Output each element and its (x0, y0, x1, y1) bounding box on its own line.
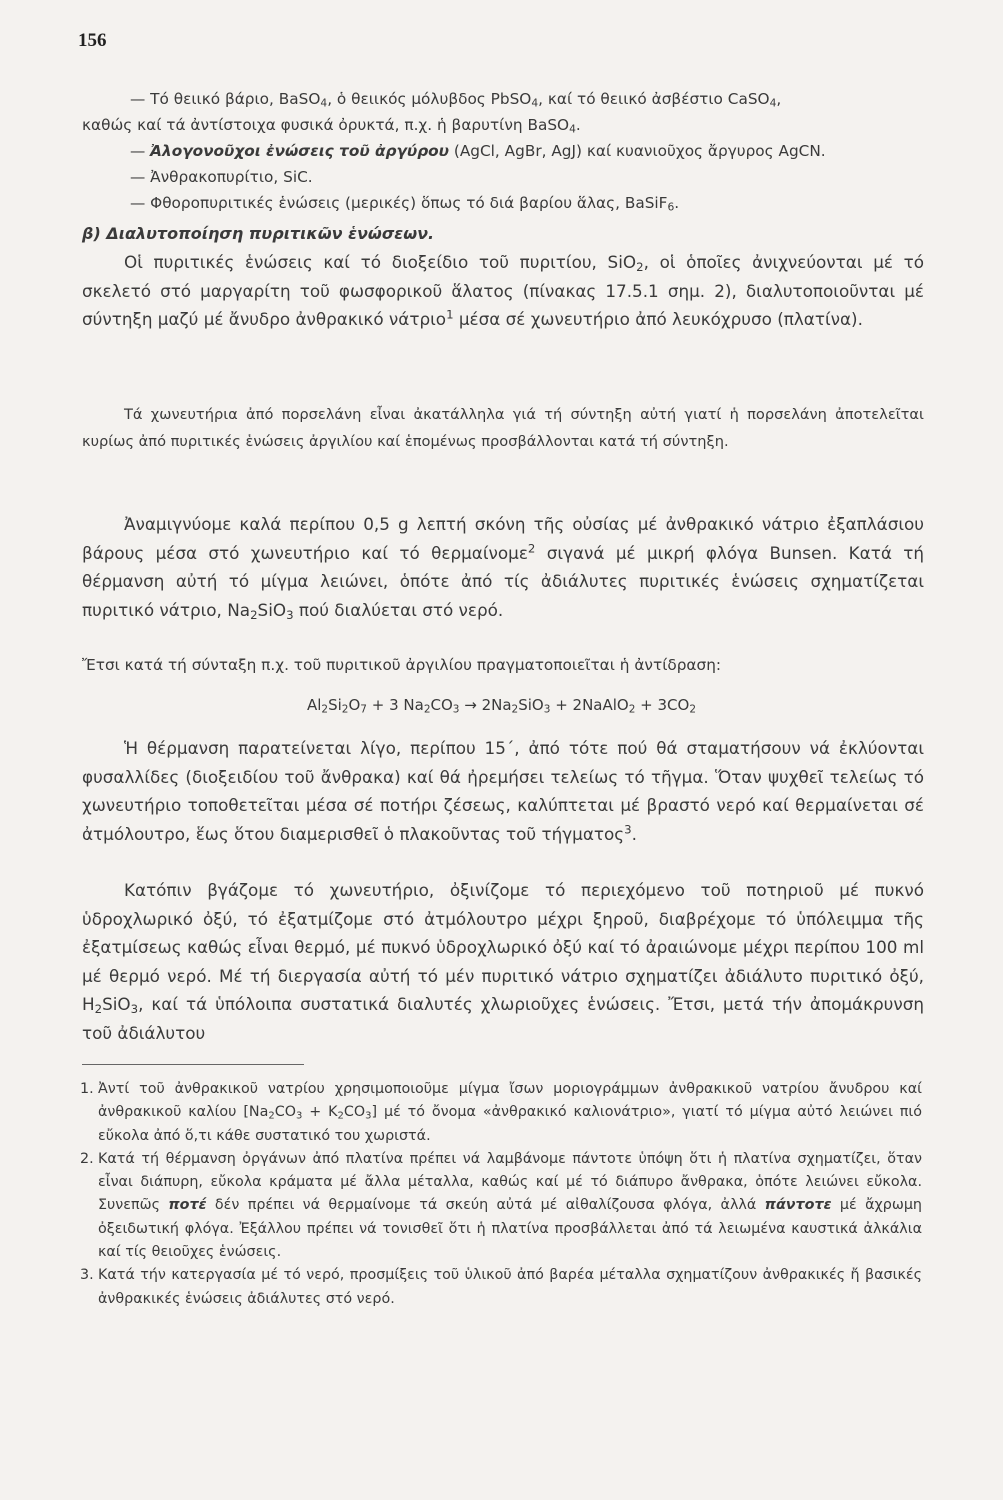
insoluble-compounds-list (82, 86, 924, 216)
list-item: — Ἀνθρακοπυρίτιο, SiC. (130, 168, 313, 186)
footnote-2: 2. Κατά τή θέρμανση ὀργάνων ἀπό πλατίνα πρέπει νά λαμβάνομε πάντοτε ὑπόψη ὅτι ἡ πλατίνα σχηματίζει, ὅταν εἶναι διάπυρη, εὔκολα κράματα μέ ἄλλα μέταλλα, καθώς καί μέ τό διάπυρο ἄνθρακα, ὁπότε λειώνει εὔκολα. Συνεπῶς ποτέ δέν πρέπει νά θερμαίνομε τά σκεύη αὐτά μέ αἰθαλίζουσα φλόγα, ἀλλά πάντοτε μέ ἄχρωμη ὀξειδωτική φλόγα. Ἐξάλλου πρέπει νά τονισθεῖ ὅτι ἡ πλατίνα προσβάλλεται ἀπό τά λειωμένα καυστικά ἀλκάλια καί τίς θειοῦχες ἑνώσεις. (80, 1150, 922, 1261)
section-heading: β) Διαλυτοποίηση πυριτικῶν ἑνώσεων. (82, 224, 435, 243)
footnotes (80, 1078, 922, 1311)
list-item: — Τό θειικό βάριο, BaSO$_4$, ὁ θειικός μόλυβδος PbSO$_4$, καί τό θειικό ἀσβέστιο CaSO$_4$, (130, 90, 782, 110)
paragraph-acidify: Κατόπιν βγάζομε τό χωνευτήριο, ὀξινίζομε τό περιεχόμενο τοῦ ποτηριοῦ μέ πυκνό ὑδροχλωρικό ὀξύ, τό ἐξατμίζομε στό ἀτμόλουτρο μέχρι ξηροῦ, διαβρέχομε τό ὑπόλειμμα τῆς ἐξατμίσεως καθώς εἶναι θερμό, μέ πυκνό ὑδροχλωρικό ὀξύ καί τό ἀραιώνομε μέχρι περίπου 100 ml μέ θερμό νερό. Μέ τή διεργασία αὐτή τό μέν πυριτικό νάτριο σχηματίζει ἀδιάλυτο πυριτικό ὀξύ, $H_2SiO_3$, καί τά ὑπόλοιπα συστατικά διαλυτές χλωριοῦχες ἑνώσεις. Ἔτσι, μετά τήν ἀπομάκρυνση τοῦ ἀδιάλυτου (82, 880, 924, 1043)
footnote-divider (82, 1064, 304, 1065)
porcelain-note: Τά χωνευτήρια ἀπό πορσελάνη εἶναι ἀκατάλληλα γιά τή σύντηξη αὐτή γιατί ἡ πορσελάνη ἀποτελεῖται κυρίως ἀπό πυριτικές ἑνώσεις ἀργιλίου καί ἑπομένως προσβάλλονται κατά τή σύντηξη. (82, 406, 924, 450)
reaction-equation: $Al_2Si_2O_7 + 3$ $Na_2CO_3 \to 2Na_2SiO_3$ + 2NaAlO$_2$ + $3CO_2$ (306, 696, 697, 716)
list-item: — Ἀλογονοῦχοι ἐνώσεις τοῦ ἀργύρου (AgCl, AgBr, AgJ) καί κυανιοῦχος ἄργυρος AgCN. (130, 142, 826, 160)
footnote-3: 3. Κατά τήν κατεργασία μέ τό νερό, προσμίξεις τοῦ ὑλικοῦ ἀπό βαρέα μέταλλα σχηματίζουν ἀνθρακικές ἤ βασικές ἀνθρακικές ἑνώσεις ἀδιάλυτες στό νερό. (80, 1267, 922, 1307)
paragraph-intro: Οἱ πυριτικές ἑνώσεις καί τό διοξείδιο τοῦ πυριτίου, SiO$_2$, οἱ ὁποῖες ἀνιχνεύονται μέ τό σκελετό στό μαργαρίτη τοῦ φωσφορικοῦ ἅλατος (πίνακας 17.5.1 σημ. 2), διαλυτοποιοῦνται μέ σύντηξη μαζύ μέ ἄνυδρο ἀνθρακικό νάτριο$^1$ μέσα σέ χωνευτήριο ἀπό λευκόχρυσο (πλατίνα). (82, 252, 924, 329)
list-item: — Φθοροπυριτικές ἑνώσεις (μερικές) ὅπως τό διά βαρίου ἅλας, BaSiF$_6$. (130, 194, 680, 214)
list-item: καθώς καί τά ἀντίστοιχα φυσικά ὀρυκτά, π.χ. ἡ βαρυτίνη BaSO$_4$. (82, 116, 581, 136)
paragraph-heating: Ἡ θέρμανση παρατείνεται λίγο, περίπου 15΄, ἀπό τότε πού θά σταματήσουν νά ἐκλύονται φυσαλλίδες (διοξειδίου τοῦ ἄνθρακα) καί θά ἠρεμήσει τελείως τό τῆγμα. Ὅταν ψυχθεῖ τελείως τό χωνευτήριο τοποθετεῖται μέσα σέ ποτήρι ζέσεως, καλύπτεται μέ βραστό νερό καί θερμαίνεται σέ ἀτμόλουτρο, ἕως ὅτου διαμερισθεῖ ὁ πλακοῦντας τοῦ τήγματος$^3$. (82, 738, 924, 844)
footnote-1: 1. Ἀντί τοῦ ἀνθρακικοῦ νατρίου χρησιμοποιοῦμε μίγμα ἴσων μοριογράμμων ἀνθρακικοῦ νατρίου ἄνυδρου καί ἀνθρακικοῦ καλίου $[Na_2CO_3 + K_2CO_3]$ μέ τό ὄνομα «ἀνθρακικό καλιονάτριο», γιατί τό μίγμα αὐτό λειώνει πιό εὔκολα ἀπό ὅ,τι κάθε συστατικό του χωριστά. (80, 1081, 922, 1144)
page-number: 156 (78, 30, 107, 51)
paragraph-procedure: Ἀναμιγνύομε καλά περίπου 0,5 g λεπτή σκόνη τῆς οὐσίας μέ ἀνθρακικό νάτριο ἐξαπλάσιου βάρους μέσα στό χωνευτήριο καί τό θερμαίνομε$^2$ σιγανά μέ μικρή φλόγα Bunsen. Κατά τή θέρμανση αὐτή τό μίγμα λειώνει, ὁπότε ἀπό τίς ἀδιάλυτες πυριτικές ἑνώσεις σχηματίζεται πυριτικό νάτριο, $Na_2SiO_3$ πού διαλύεται στό νερό. (82, 514, 924, 622)
equation-intro: Ἔτσι κατά τή σύνταξη π.χ. τοῦ πυριτικοῦ ἀργιλίου πραγματοποιεῖται ἡ ἀντίδραση: (82, 656, 722, 674)
